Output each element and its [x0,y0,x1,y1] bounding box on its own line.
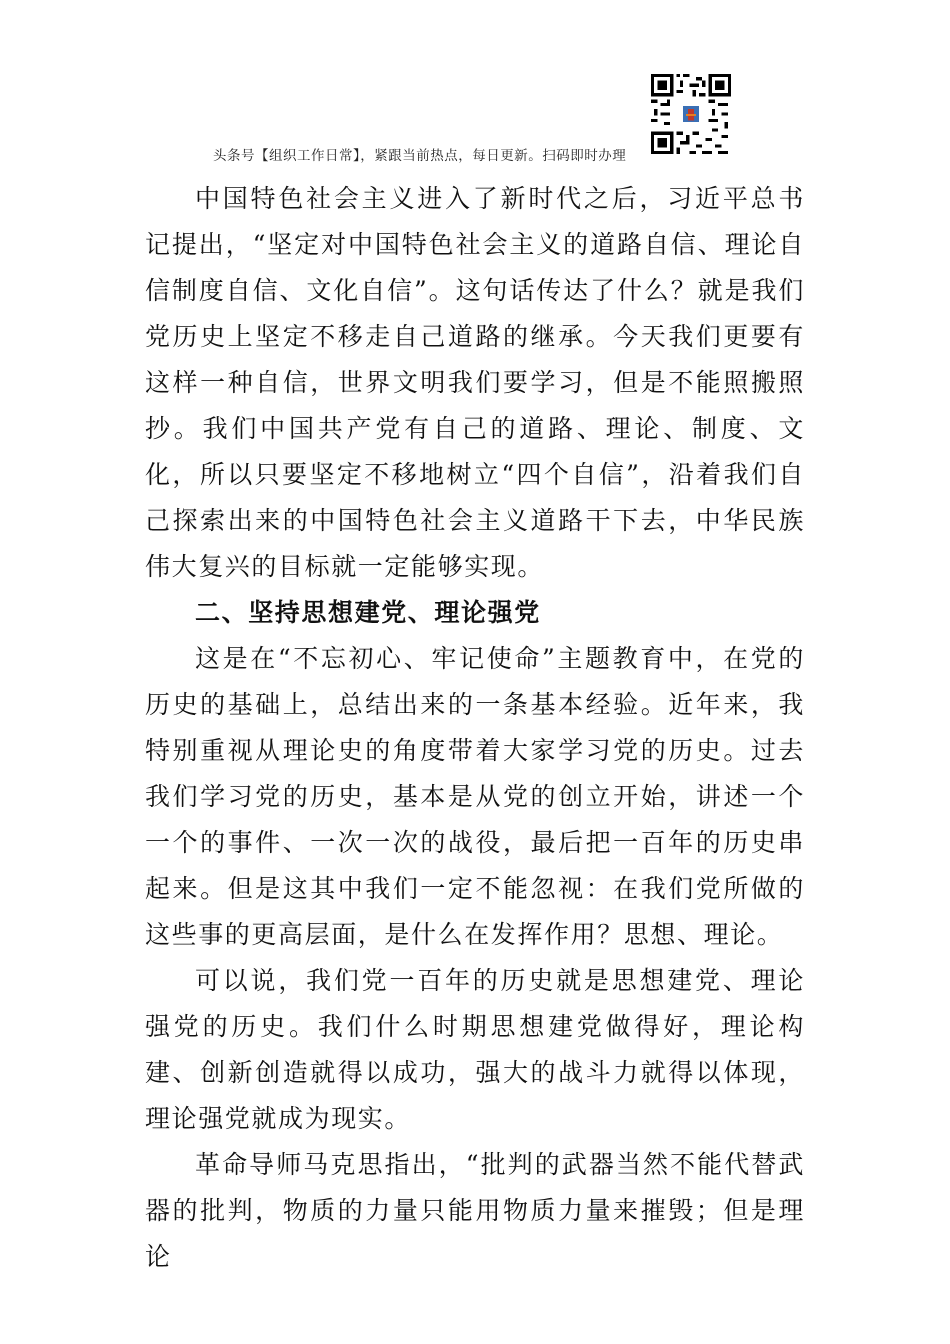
header-promo-note: 头条号【组织工作日常】，紧跟当前热点，每日更新。扫码即时办理 [213,148,627,164]
paragraph-4: 革命导师马克思指出，“批判的武器当然不能代替武器的批判，物质的力量只能用物质力量来摧毁；但是理论 [145,1150,805,1271]
paragraph-2: 这是在“不忘初心、牢记使命”主题教育中，在党的历史的基础上，总结出来的一条基本经验。近年来，我特别重视从理论史的角度带着大家学习党的历史。过去我们学习党的历史，基本是从党的创立开始，讲述一个一个的事件、一次一次的战役，最后把一百年的历史串起来。但是这其中我们一定不能忽视：在我们党所做的这些事的更高层面，是什么在发挥作用？思想、理论。 [145,644,805,949]
paragraph-3: 可以说，我们党一百年的历史就是思想建党、理论强党的历史。我们什么时期思想建党做得好，理论构建、创新创造就得以成功，强大的战斗力就得以体现，理论强党就成为现实。 [145,966,805,1133]
document-body [145,176,805,1280]
qr-code-icon[interactable] [651,74,731,154]
section-heading: 二、坚持思想建党、理论强党 [195,598,541,627]
paragraph-1: 中国特色社会主义进入了新时代之后，习近平总书记提出，“坚定对中国特色社会主义的道路自信、理论自信制度自信、文化自信”。这句话传达了什么？就是我们党历史上坚定不移走自己道路的继承。今天我们更要有这样一种自信，世界文明我们要学习，但是不能照搬照抄。我们中国共产党有自己的道路、理论、制度、文化，所以只要坚定不移地树立“四个自信”，沿着我们自己探索出来的中国特色社会主义道路干下去，中华民族伟大复兴的目标就一定能够实现。 [145,184,805,581]
